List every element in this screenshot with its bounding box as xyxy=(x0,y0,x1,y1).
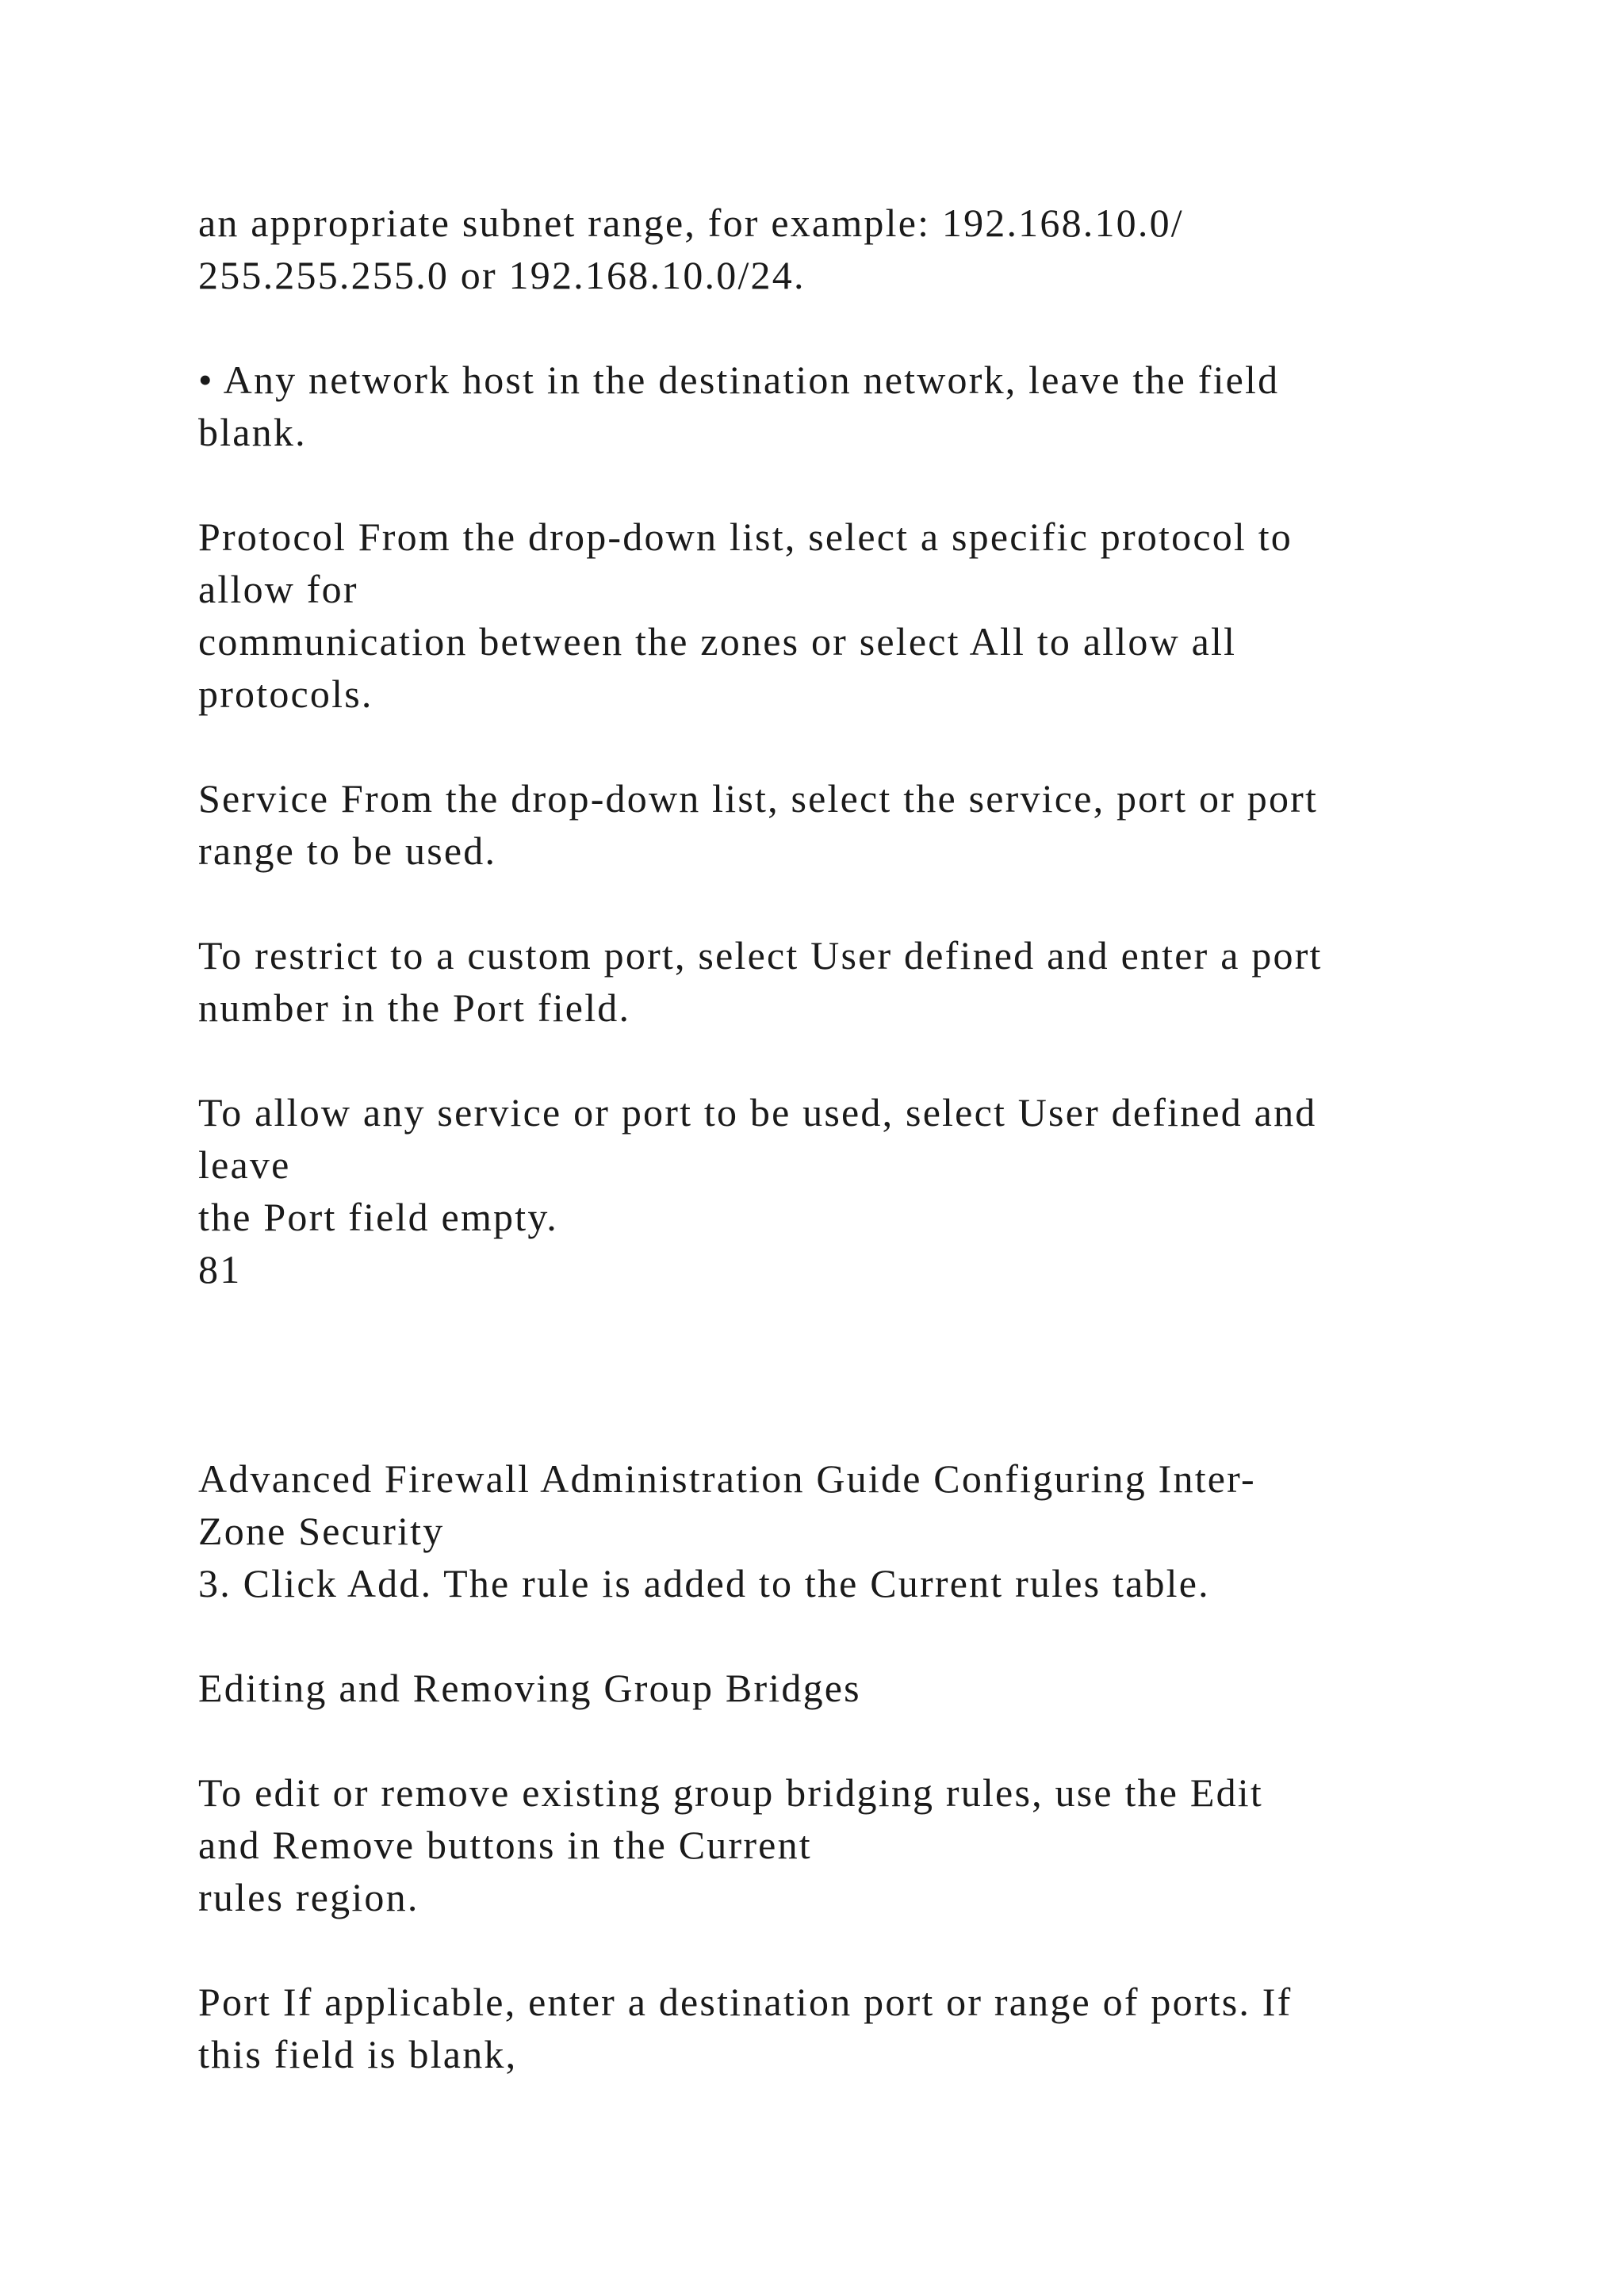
text-line: To edit or remove existing group bridging rules, use the Edit xyxy=(198,1770,1263,1815)
text-line: Service From the drop-down list, select the service, port or port xyxy=(198,776,1319,821)
bullet-item: • Any network host in the destination network, leave the field xyxy=(198,358,1280,402)
text-line: blank. xyxy=(198,410,307,454)
running-header: Advanced Firewall Administration Guide Configuring Inter- xyxy=(198,1456,1256,1501)
text-line: To allow any service or port to be used, select User defined and xyxy=(198,1090,1317,1135)
text-line: leave xyxy=(198,1142,291,1187)
text-line: 255.255.255.0 or 192.168.10.0/24. xyxy=(198,253,806,297)
text-line: allow for xyxy=(198,567,358,611)
text-line: communication between the zones or select All to allow all xyxy=(198,619,1237,664)
text-line: Protocol From the drop-down list, select a specific protocol to xyxy=(198,515,1293,559)
text-line: Port If applicable, enter a destination port or range of ports. If xyxy=(198,1980,1293,2024)
section-heading: Editing and Removing Group Bridges xyxy=(198,1666,861,1710)
text-line: number in the Port field. xyxy=(198,985,631,1030)
running-header: Zone Security xyxy=(198,1509,445,1553)
text-line: range to be used. xyxy=(198,828,497,873)
text-line: protocols. xyxy=(198,672,373,716)
text-line: To restrict to a custom port, select User defined and enter a port xyxy=(198,933,1323,978)
text-line: this field is blank, xyxy=(198,2032,518,2076)
text-line: an appropriate subnet range, for example: 192.168.10.0/ xyxy=(198,201,1184,245)
text-line: the Port field empty. xyxy=(198,1195,558,1239)
step-item: 3. Click Add. The rule is added to the Current rules table. xyxy=(198,1561,1210,1605)
page-number: 81 xyxy=(198,1247,242,1292)
text-line: and Remove buttons in the Current xyxy=(198,1823,812,1867)
text-line: rules region. xyxy=(198,1875,419,1919)
